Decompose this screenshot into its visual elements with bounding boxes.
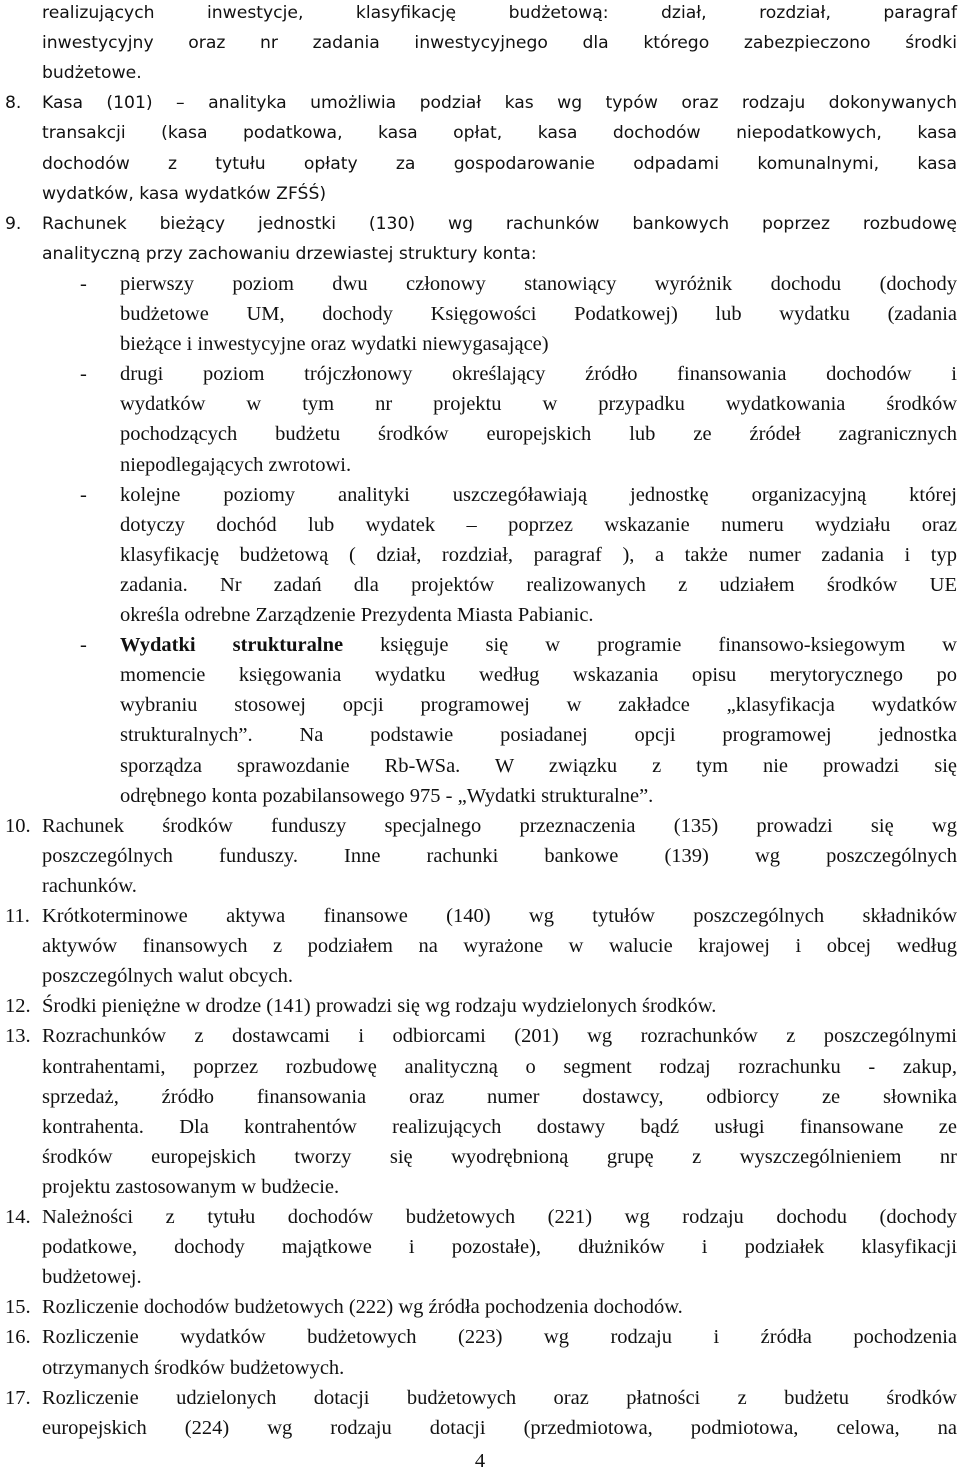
line-text: strukturalnych”. Na podstawie posiadanej opcji programowej jednostka	[120, 724, 957, 747]
line-content	[42, 845, 957, 867]
text-line	[0, 600, 960, 630]
line-text: kontrahentami, poprzez rozbudowę analityczną o segment rodzaj rozrachunku - zakup,	[42, 1055, 957, 1078]
text-line	[0, 1021, 960, 1051]
line-content	[42, 1266, 142, 1288]
line-content	[120, 514, 957, 536]
list-number: 17.	[5, 1386, 31, 1409]
text-line	[0, 1353, 960, 1383]
line-text: momencie księgowania wydatku według wskazania opisu merytorycznego po	[120, 664, 957, 687]
line-content	[120, 634, 957, 656]
line-content	[42, 1056, 957, 1078]
line-text: poszczególnych funduszy. Inne rachunki bankowe (139) wg poszczególnych	[42, 844, 957, 867]
text-line	[0, 239, 960, 269]
line-content	[120, 785, 653, 807]
list-number: 9.	[5, 213, 22, 234]
line-content	[42, 935, 957, 957]
text-line	[0, 1413, 960, 1443]
line-content	[42, 1116, 957, 1138]
line-text: projektu zastosowanym w budżecie.	[42, 1175, 340, 1198]
text-line	[0, 480, 960, 510]
text-line	[0, 660, 960, 690]
line-text: transakcji (kasa podatkowa, kasa opłat, kasa dochodów niepodatkowych, kasa	[42, 123, 957, 144]
line-content	[42, 965, 293, 987]
text-line	[0, 58, 960, 88]
line-content	[42, 184, 326, 204]
line-content	[42, 123, 957, 143]
list-number: 8.	[5, 93, 22, 114]
text-line	[0, 1383, 960, 1413]
text-line	[0, 991, 960, 1021]
line-content	[42, 1025, 957, 1047]
line-content	[120, 574, 957, 596]
list-number: 10.	[5, 814, 31, 837]
line-text: europejskich (224) wg rodzaju dotacji (przedmiotowa, podmiotowa, celowa, na	[42, 1416, 957, 1439]
line-text: sprzedaż, źródło finansowania oraz numer dostawcy, odbiorcy ze słownika	[42, 1085, 957, 1108]
line-content	[42, 815, 957, 837]
line-text: Rachunek bieżący jednostki (130) wg rachunków bankowych poprzez rozbudowę	[42, 213, 957, 234]
text-line	[0, 931, 960, 961]
text-line	[0, 811, 960, 841]
line-text: Rozliczenie wydatków budżetowych (223) wg rodzaju i źródła pochodzenia	[42, 1326, 957, 1349]
list-number: 16.	[5, 1326, 31, 1349]
page-number: 4	[474, 1450, 486, 1472]
text-line	[0, 720, 960, 750]
line-content	[120, 333, 549, 355]
text-line	[0, 540, 960, 570]
list-number: 15.	[5, 1296, 31, 1319]
line-text: budżetowe.	[42, 63, 142, 84]
line-content	[42, 244, 537, 264]
line-content	[42, 33, 957, 53]
text-line	[0, 630, 960, 660]
text-line	[0, 209, 960, 239]
text-line	[0, 841, 960, 871]
line-text: aktywów finansowych z podziałem na wyrażone w walucie krajowej i obcej według	[42, 935, 957, 958]
line-content	[42, 214, 957, 234]
line-content	[42, 1387, 957, 1409]
line-text: pierwszy poziom dwu członowy stanowiący wyróżnik dochodu (dochody	[120, 272, 957, 295]
text-line	[0, 961, 960, 991]
text-line	[0, 871, 960, 901]
line-text: niepodlegających zwrotowi.	[120, 453, 352, 476]
line-text: poszczególnych walut obcych.	[42, 965, 294, 988]
line-content	[120, 363, 957, 385]
text-line	[0, 1292, 960, 1322]
list-number: 12.	[5, 995, 31, 1018]
line-text: środków europejskich tworzy się wyodrębnioną grupę z wyszczególnieniem nr	[42, 1145, 957, 1168]
line-text: Rozliczenie dochodów budżetowych (222) wg źródła pochodzenia dochodów.	[42, 1296, 683, 1319]
line-content	[120, 454, 351, 476]
line-text: analityczną przy zachowaniu drzewiastej struktury konta:	[42, 243, 537, 264]
bullet-dash: -	[80, 272, 87, 295]
text-line	[0, 28, 960, 58]
line-text: otrzymanych środków budżetowych.	[42, 1356, 345, 1379]
line-content	[42, 1176, 339, 1198]
text-line	[0, 1082, 960, 1112]
list-number: 13.	[5, 1025, 31, 1048]
text-line	[0, 1262, 960, 1292]
line-content	[42, 1206, 957, 1228]
line-content	[120, 755, 957, 777]
line-content	[42, 93, 957, 113]
text-line	[0, 0, 960, 28]
text-line	[0, 419, 960, 449]
line-text: podatkowe, dochody majątkowe i pozostałe), dłużników i podziałek klasyfikacji	[42, 1236, 957, 1259]
bold-term: Wydatki strukturalne	[120, 634, 344, 657]
text-line	[0, 1172, 960, 1202]
line-content	[120, 393, 957, 415]
text-line	[0, 88, 960, 118]
text-line	[0, 149, 960, 179]
line-text: Należności z tytułu dochodów budżetowych (221) wg rodzaju dochodu (dochody	[42, 1206, 957, 1228]
line-text: klasyfikację budżetową ( dział, rozdział, paragraf ), a także numer zadania i typ	[120, 543, 957, 566]
list-number: 14.	[5, 1206, 31, 1228]
line-content	[120, 604, 594, 626]
line-text: kolejne poziomy analityki uszczegóławiają jednostkę organizacyjną której	[120, 483, 957, 506]
line-text: Rozliczenie udzielonych dotacji budżetowych oraz płatności z budżetu środków	[42, 1386, 957, 1409]
line-content	[42, 875, 137, 897]
line-text: budżetowej.	[42, 1266, 142, 1289]
text-line	[0, 690, 960, 720]
text-line	[0, 1052, 960, 1082]
line-text: Rachunek środków funduszy specjalnego przeznaczenia (135) prowadzi się wg	[42, 814, 957, 837]
line-content	[42, 905, 957, 927]
line-text: zadania. Nr zadań dla projektów realizowanych z udziałem środków UE	[120, 573, 957, 596]
line-content	[120, 664, 957, 686]
line-text: sporządza sprawozdanie Rb-WSa. W związku z tym nie prowadzi się	[120, 754, 957, 777]
text-line	[0, 1202, 960, 1232]
line-text: inwestycyjny oraz nr zadania inwestycyjnego dla którego zabezpieczono środki	[42, 33, 957, 54]
line-text: bieżące i inwestycyjne oraz wydatki niewygasające)	[120, 333, 549, 356]
text-line	[0, 1142, 960, 1172]
text-line	[0, 1232, 960, 1262]
line-content	[42, 1146, 957, 1168]
line-content	[120, 544, 957, 566]
line-text: dotyczy dochód lub wydatek – poprzez wskazanie numeru wydziału oraz	[120, 513, 957, 536]
line-content	[120, 423, 957, 445]
list-number: 11.	[5, 905, 30, 927]
line-content	[120, 724, 957, 746]
line-text: rachunków.	[42, 874, 137, 897]
line-content	[42, 995, 716, 1017]
line-content	[120, 273, 957, 295]
line-content	[42, 1326, 957, 1348]
line-text: księguje się w programie finansowo-ksiegowym w	[343, 634, 957, 657]
line-text: budżetowe UM, dochody Księgowości Podatkowej) lub wydatku (zadania	[120, 303, 957, 325]
line-text: określa odrebne Zarządzenie Prezydenta Miasta Pabianic.	[120, 604, 594, 626]
text-line	[0, 1112, 960, 1142]
text-line	[0, 781, 960, 811]
line-text: pochodzących budżetu środków europejskich lub ze źródeł zagranicznych	[120, 423, 957, 446]
line-content	[42, 3, 957, 23]
bullet-dash: -	[80, 634, 87, 657]
line-content	[42, 1417, 957, 1439]
line-text: wydatków, kasa wydatków ZFŚŚ)	[42, 183, 327, 204]
text-line	[0, 901, 960, 931]
line-text: Środki pieniężne w drodze (141) prowadzi się wg rodzaju wydzielonych środków.	[42, 995, 717, 1018]
text-line	[0, 510, 960, 540]
line-text: wydatków w tym nr projektu w przypadku wydatkowania środków	[120, 393, 957, 416]
text-line	[0, 118, 960, 148]
line-text: kontrahenta. Dla kontrahentów realizujących dostawy bądź usługi finansowane ze	[42, 1115, 957, 1138]
text-line	[0, 389, 960, 419]
bullet-dash: -	[80, 483, 87, 506]
bullet-dash: -	[80, 363, 87, 386]
line-text: drugi poziom trójczłonowy określający źródło finansowania dochodów i	[120, 363, 957, 386]
line-content	[42, 63, 142, 83]
line-text: Krótkoterminowe aktywa finansowe (140) wg tytułów poszczególnych składników	[42, 905, 957, 927]
text-line	[0, 179, 960, 209]
line-text: Rozrachunków z dostawcami i odbiorcami (201) wg rozrachunków z poszczególnymi	[42, 1025, 957, 1048]
line-content	[42, 154, 957, 174]
line-content	[120, 303, 957, 325]
line-content	[120, 484, 957, 506]
line-text: dochodów z tytułu opłaty za gospodarowanie odpadami komunalnymi, kasa	[42, 153, 957, 174]
line-content	[42, 1357, 344, 1379]
text-line	[0, 269, 960, 299]
text-line	[0, 570, 960, 600]
text-line	[0, 359, 960, 389]
text-line	[0, 1322, 960, 1352]
text-line	[0, 450, 960, 480]
text-line	[0, 299, 960, 329]
line-content	[42, 1296, 683, 1318]
text-line	[0, 329, 960, 359]
line-text: Kasa (101) – analityka umożliwia podział kas wg typów oraz rodzaju dokonywanych	[42, 93, 957, 114]
line-text: odrębnego konta pozabilansowego 975 - „Wydatki strukturalne”.	[120, 784, 654, 807]
line-content	[42, 1236, 957, 1258]
line-text: wybraniu stosowej opcji programowej w zakładce „klasyfikacja wydatków	[120, 694, 957, 717]
line-content	[120, 694, 957, 716]
line-content	[42, 1086, 957, 1108]
line-text: realizujących inwestycje, klasyfikację budżetową: dział, rozdział, paragraf	[42, 3, 957, 23]
text-line	[0, 751, 960, 781]
